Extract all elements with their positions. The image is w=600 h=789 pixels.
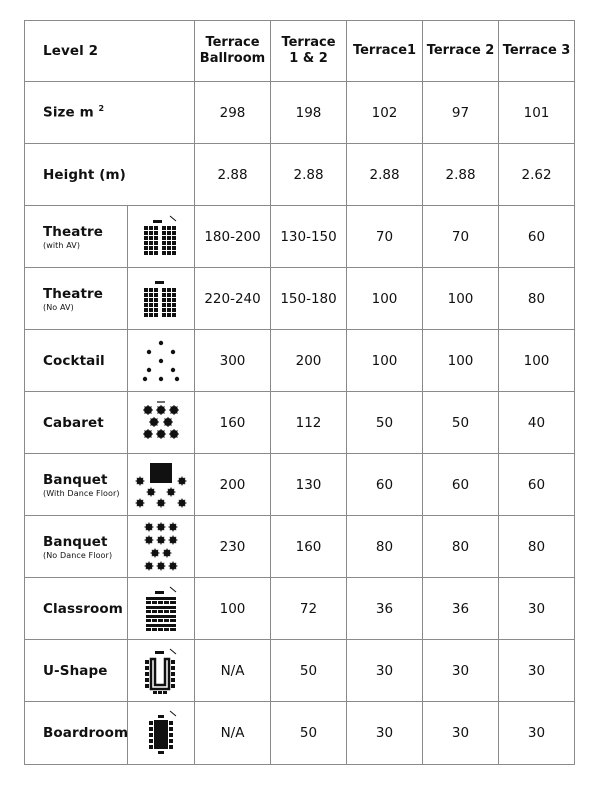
table-cell: 30	[423, 640, 499, 702]
table-cell: 100	[347, 330, 423, 392]
table-cell: 2.88	[347, 144, 423, 206]
row-label: Banquet (No Dance Floor)	[25, 516, 128, 578]
table-cell: 100	[423, 268, 499, 330]
boardroom-icon	[128, 702, 195, 765]
cocktail-icon	[128, 330, 195, 392]
table-cell: 180-200	[195, 206, 271, 268]
row-label: Banquet (With Dance Floor)	[25, 454, 128, 516]
table-cell: 2.88	[423, 144, 499, 206]
table-row-size	[25, 82, 575, 144]
table-row-height	[25, 144, 575, 206]
cabaret-icon	[128, 392, 195, 454]
table-cell: 50	[423, 392, 499, 454]
table-cell: 130-150	[271, 206, 347, 268]
table-cell: 80	[499, 268, 575, 330]
table-cell: 100	[195, 578, 271, 640]
table-cell: 36	[423, 578, 499, 640]
table-cell: 100	[423, 330, 499, 392]
table-cell: 40	[499, 392, 575, 454]
table-cell: 60	[499, 454, 575, 516]
table-cell: 198	[271, 82, 347, 144]
table-cell: N/A	[195, 702, 271, 765]
table-cell: 97	[423, 82, 499, 144]
row-label: Height (m)	[25, 144, 195, 206]
table-cell: 2.88	[195, 144, 271, 206]
table-cell: 50	[271, 702, 347, 765]
row-label: Cabaret	[25, 392, 128, 454]
table-cell: 50	[271, 640, 347, 702]
table-cell: 60	[499, 206, 575, 268]
table-cell: 80	[499, 516, 575, 578]
table-cell: 298	[195, 82, 271, 144]
row-label: Size m $^2$	[25, 82, 195, 144]
table-cell: 60	[347, 454, 423, 516]
theatre-with-av-icon	[128, 206, 195, 268]
capacity-table	[24, 20, 575, 765]
row-label: Theatre (with AV)	[25, 206, 128, 268]
table-row-classroom	[25, 578, 575, 640]
table-cell: 100	[499, 330, 575, 392]
table-cell: 2.88	[271, 144, 347, 206]
row-label: U-Shape	[25, 640, 128, 702]
table-cell: 160	[271, 516, 347, 578]
table-cell: 200	[271, 330, 347, 392]
table-cell: 300	[195, 330, 271, 392]
table-cell: N/A	[195, 640, 271, 702]
table-row-theatre-with-av	[25, 206, 575, 268]
row-label: Classroom	[25, 578, 128, 640]
table-row-u-shape	[25, 640, 575, 702]
table-cell: 160	[195, 392, 271, 454]
table-cell: 200	[195, 454, 271, 516]
table-cell: 70	[423, 206, 499, 268]
level-title: Level 2	[25, 21, 195, 82]
column-header: Terrace 1 & 2	[271, 21, 347, 82]
banquet-dance-floor-icon	[128, 454, 195, 516]
table-cell: 130	[271, 454, 347, 516]
table-cell: 60	[423, 454, 499, 516]
row-label: Cocktail	[25, 330, 128, 392]
table-cell: 100	[347, 268, 423, 330]
table-cell: 70	[347, 206, 423, 268]
table-cell: 80	[423, 516, 499, 578]
row-label: Theatre (No AV)	[25, 268, 128, 330]
table-cell: 30	[499, 578, 575, 640]
column-header: Terrace 2	[423, 21, 499, 82]
table-cell: 150-180	[271, 268, 347, 330]
u-shape-icon	[128, 640, 195, 702]
table-row-banquet-dance-floor	[25, 454, 575, 516]
table-row-cabaret	[25, 392, 575, 454]
banquet-no-dance-floor-icon	[128, 516, 195, 578]
table-cell: 80	[347, 516, 423, 578]
table-cell: 102	[347, 82, 423, 144]
header-row	[25, 21, 575, 82]
table-cell: 30	[347, 702, 423, 765]
classroom-icon	[128, 578, 195, 640]
table-row-boardroom	[25, 702, 575, 765]
column-header: Terrace 3	[499, 21, 575, 82]
table-cell: 101	[499, 82, 575, 144]
table-cell: 30	[499, 702, 575, 765]
table-row-banquet-no-dance-floor	[25, 516, 575, 578]
table-cell: 2.62	[499, 144, 575, 206]
table-cell: 30	[423, 702, 499, 765]
theatre-no-av-icon	[128, 268, 195, 330]
table-cell: 220-240	[195, 268, 271, 330]
column-header: Terrace1	[347, 21, 423, 82]
column-header: Terrace Ballroom	[195, 21, 271, 82]
table-cell: 230	[195, 516, 271, 578]
table-cell: 50	[347, 392, 423, 454]
table-cell: 36	[347, 578, 423, 640]
table-row-cocktail	[25, 330, 575, 392]
table-cell: 30	[499, 640, 575, 702]
row-label: Boardroom	[25, 702, 128, 765]
table-cell: 112	[271, 392, 347, 454]
table-cell: 72	[271, 578, 347, 640]
table-row-theatre-no-av	[25, 268, 575, 330]
table-cell: 30	[347, 640, 423, 702]
